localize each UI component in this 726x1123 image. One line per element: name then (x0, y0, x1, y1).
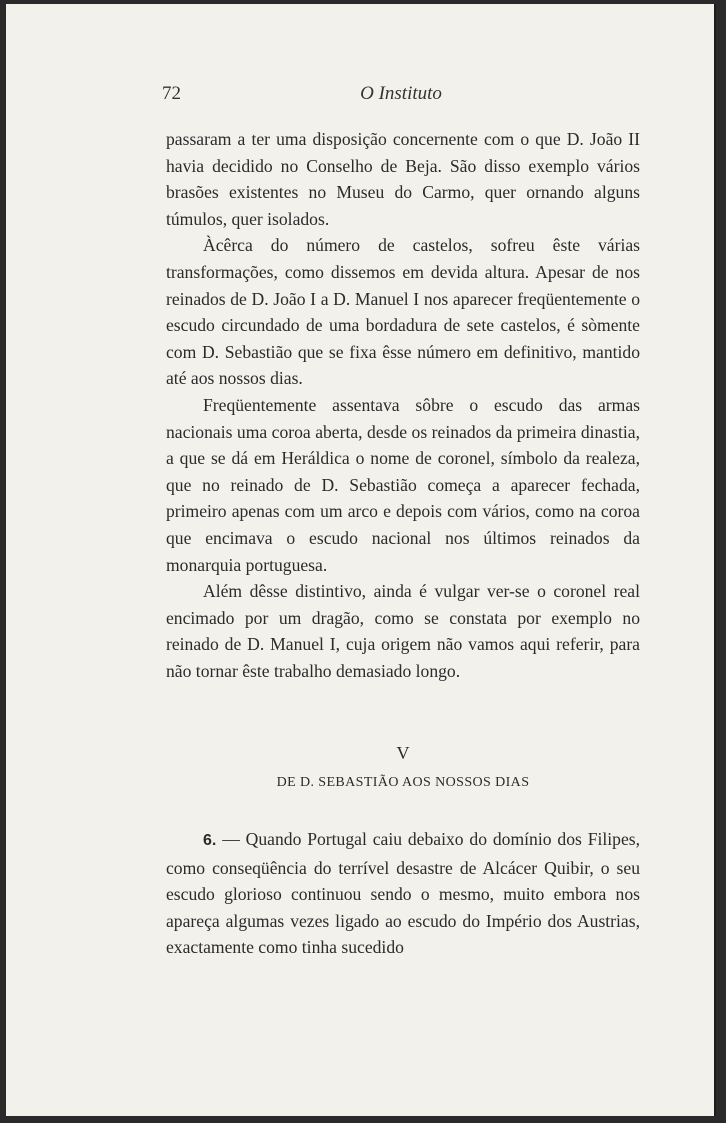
paragraph-number: 6. (203, 832, 217, 849)
section-body (166, 826, 640, 961)
page-number: 72 (162, 83, 181, 104)
paragraph-3: Freqüentemente assentava sôbre o escudo das armas nacionais uma coroa aberta, desde os reinados da primeira dinastia, a que se dá em Heráldica o nome de coronel, símbolo da realeza, que no reinado de D. Sebastião começa a aparecer fechada, primeiro apenas com um arco e depois com vários, como na coroa que encimava o escudo nacional nos últimos reinados da monarquia portuguesa. (166, 394, 640, 575)
section-numeral: V (396, 743, 410, 763)
running-title: O Instituto (360, 83, 442, 104)
section-title: DE D. SEBASTIÃO AOS NOSSOS DIAS (276, 775, 530, 790)
page-header (162, 83, 640, 109)
paragraph-2: Àcêrca do número de castelos, sofreu êste várias transformações, como dissemos em devida altura. Apesar de nos reinados de D. João I a D. Manuel I nos aparecer freqüentemente o escudo circundado de uma bordadura de sete castelos, é sòmente com D. Sebastião que se fixa êsse número em definitivo, mantido até aos nossos dias. (166, 235, 640, 389)
paragraph-1: passaram a ter uma disposição concernente com o que D. João II havia decidido no Conselho de Beja. São disso exemplo vários brasões existentes no Museu do Carmo, quer ornando alguns túmulos, quer isolados. (166, 129, 640, 229)
paragraph-4: Além dêsse distintivo, ainda é vulgar ver-se o coronel real encimado por um dragão, como se constata por exemplo no reinado de D. Manuel I, cuja origem não vamos aqui referir, para não tornar êste trabalho demasiado longo. (166, 581, 640, 681)
paragraph-5-text: — Quando Portugal caiu debaixo do domínio dos Filipes, como conseqüência do terrível desastre de Alcácer Quibir, o seu escudo glorioso continuou sendo o mesmo, muito embora nos apareça algumas vezes ligado ao escudo do Império dos Austrias, exactamente como tinha sucedido (166, 829, 640, 958)
paragraph-5 (166, 826, 640, 961)
body-text (166, 126, 640, 684)
